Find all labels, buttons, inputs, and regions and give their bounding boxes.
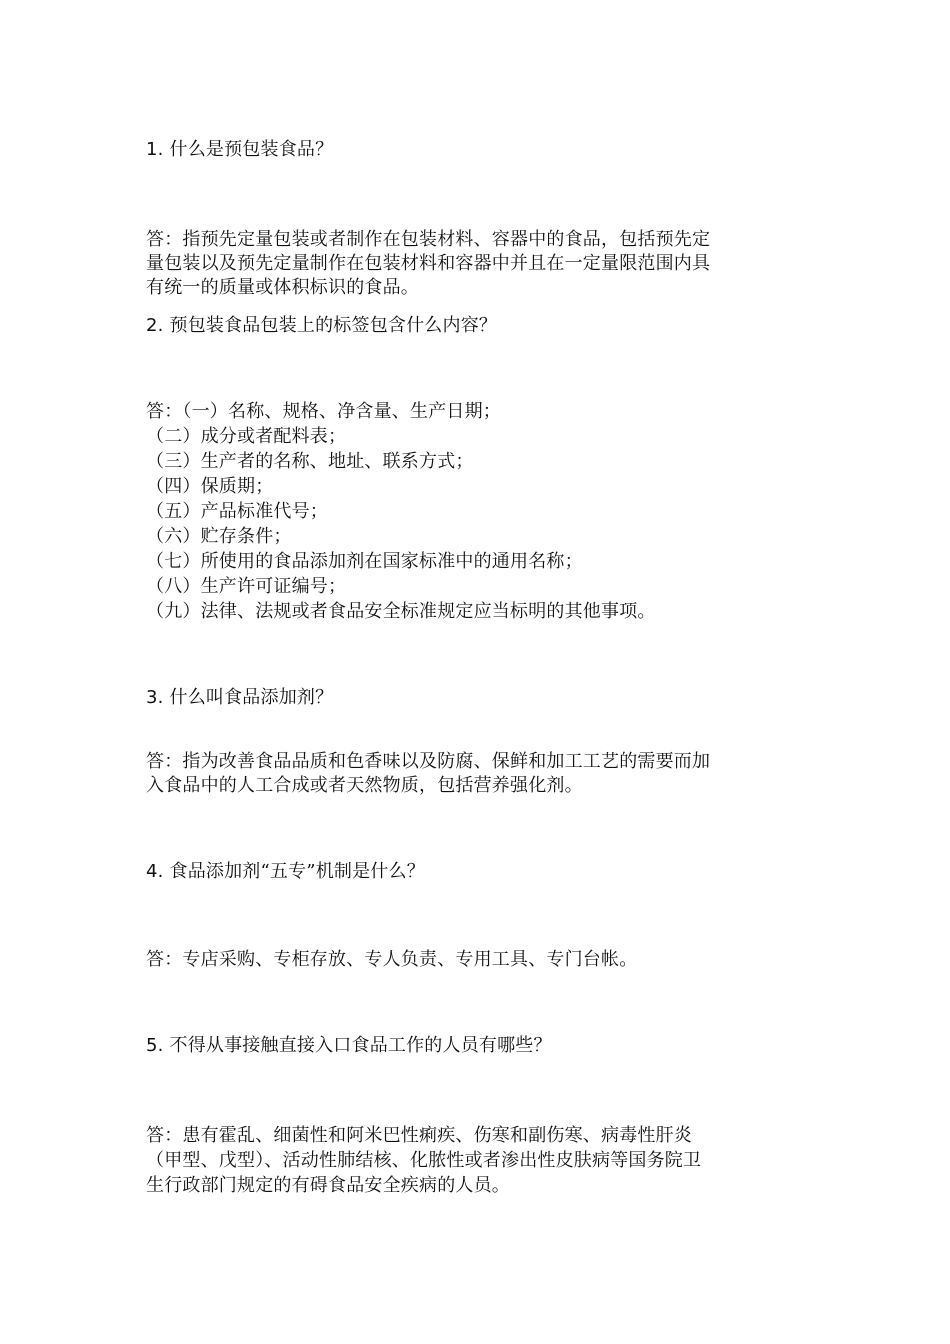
question-number: 2.: [146, 315, 164, 336]
question-number: 1.: [146, 139, 164, 160]
answer-1-line-1: 答：指预先定量包装或者制作在包装材料、容器中的食品，包括预先定: [146, 229, 711, 250]
question-4: [146, 860, 816, 884]
answer-1-line-2: 量包装以及预先定量制作在包装材料和容器中并且在一定量限范围内具: [146, 253, 711, 274]
question-number: 4.: [146, 861, 164, 882]
question-text: 不得从事接触直接入口食品工作的人员有哪些？: [169, 1035, 552, 1056]
answer-2-line-2: （二）成分或者配料表；: [146, 426, 347, 447]
answer-2-line-1: 答：（一）名称、规格、净含量、生产日期；: [146, 401, 501, 422]
question-2: [146, 314, 816, 338]
answer-4-line-1: 答：专店采购、专柜存放、专人负责、专用工具、专门台帐。: [146, 949, 638, 970]
answer-3-line-1: 答：指为改善食品品质和色香味以及防腐、保鲜和加工工艺的需要而加: [146, 751, 711, 772]
question-text: 什么叫食品添加剂？: [169, 687, 334, 708]
answer-2-line-8: （八）生产许可证编号；: [146, 576, 347, 597]
answer-2-line-4: （四）保质期；: [146, 476, 274, 497]
question-number: 3.: [146, 687, 164, 708]
answer-2-line-3: （三）生产者的名称、地址、联系方式；: [146, 451, 474, 472]
question-text: 预包装食品包装上的标签包含什么内容？: [169, 315, 498, 336]
question-3: [146, 686, 816, 710]
answer-2-line-9: （九）法律、法规或者食品安全标准规定应当标明的其他事项。: [146, 601, 656, 622]
question-text: 什么是预包装食品？: [169, 139, 334, 160]
question-1: [146, 138, 816, 162]
answer-1-line-3: 有统一的质量或体积标识的食品。: [146, 277, 419, 298]
answer-2-line-5: （五）产品标准代号；: [146, 501, 328, 522]
answer-2-line-7: （七）所使用的食品添加剂在国家标准中的通用名称；: [146, 551, 583, 572]
answer-3-line-2: 入食品中的人工合成或者天然物质，包括营养强化剂。: [146, 775, 583, 796]
question-text: 食品添加剂“五专”机制是什么？: [169, 861, 425, 882]
question-number: 5.: [146, 1035, 164, 1056]
answer-5-line-2: （甲型、戊型）、活动性肺结核、化脓性或者渗出性皮肤病等国务院卫: [146, 1150, 702, 1171]
answer-2-line-6: （六）贮存条件；: [146, 526, 292, 547]
answer-5-line-1: 答：患有霍乱、细菌性和阿米巴性痢疾、伤寒和副伤寒、病毒性肝炎: [146, 1125, 692, 1146]
answer-5-line-3: 生行政部门规定的有碍食品安全疾病的人员。: [146, 1175, 510, 1196]
question-5: [146, 1034, 816, 1058]
